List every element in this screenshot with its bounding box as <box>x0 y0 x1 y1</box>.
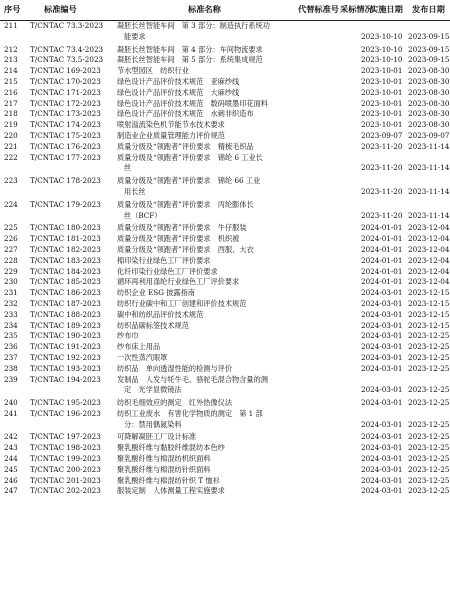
standard-name <box>117 131 325 142</box>
implement-date: 2024-03-01 <box>361 454 403 464</box>
row-number: 234 <box>4 320 18 330</box>
row-number: 229 <box>4 266 18 276</box>
publish-date: 2023-12-04 <box>408 234 450 244</box>
publish-date: 2023-12-15 <box>408 309 450 319</box>
standard-name <box>117 443 325 454</box>
standard-code: T/CNTAC 174-2023 <box>30 120 101 130</box>
implement-date: 2023-10-10 <box>361 44 403 54</box>
row-number: 241 <box>4 408 18 418</box>
standard-code: T/CNTAC 177-2023 <box>30 152 101 162</box>
publish-date: 2023-12-25 <box>408 398 450 408</box>
publish-date: 2023-12-04 <box>408 223 450 233</box>
standard-code: T/CNTAC 186-2023 <box>30 288 101 298</box>
publish-date: 2023-09-15 <box>408 44 450 54</box>
standard-code: T/CNTAC 73.4-2023 <box>30 44 104 54</box>
publish-date: 2023-12-25 <box>408 342 450 352</box>
row-number: 235 <box>4 331 18 341</box>
row-number: 215 <box>4 76 18 86</box>
row-number: 230 <box>4 277 18 287</box>
standard-name-line: 纱布床上用品 <box>117 342 161 352</box>
row-number: 246 <box>4 475 18 485</box>
row-number: 211 <box>4 21 18 30</box>
table-row <box>0 200 450 224</box>
row-number: 236 <box>4 342 18 352</box>
standard-code: T/CNTAC 170-2023 <box>30 76 101 86</box>
row-number: 217 <box>4 98 18 108</box>
table-row <box>0 88 450 99</box>
row-number: 212 <box>4 44 18 54</box>
standard-code: T/CNTAC 172-2023 <box>30 98 101 108</box>
standard-name-line: 服装定制 人体测量工程实施要求 <box>117 486 225 496</box>
table-row <box>0 131 450 142</box>
standard-name-line: 制造业企业质量管理能力评价规范 <box>117 130 225 140</box>
standard-name-line: 可降解凝胚工厂设计标准 <box>117 432 197 442</box>
standard-name <box>117 342 325 353</box>
implement-date: 2023-10-10 <box>361 55 403 65</box>
publish-date: 2023-12-04 <box>408 266 450 276</box>
standard-code: T/CNTAC 190-2023 <box>30 331 101 341</box>
standard-code: T/CNTAC 197-2023 <box>30 432 101 442</box>
standard-name-line: 纺织品 单向透湿性能的检测与评价 <box>117 363 233 373</box>
publish-date: 2023-09-15 <box>408 55 450 65</box>
standard-code: T/CNTAC 195-2023 <box>30 398 101 408</box>
table-row <box>0 299 450 310</box>
table-row <box>0 443 450 454</box>
implement-date: 2023-09-07 <box>361 130 403 140</box>
table-row <box>0 234 450 245</box>
table-row <box>0 288 450 299</box>
implement-date: 2024-03-01 <box>361 331 403 341</box>
table-row <box>0 77 450 88</box>
standard-code: T/CNTAC 169-2023 <box>30 66 101 76</box>
header-adopt: 采标情况 <box>340 4 373 14</box>
standard-name <box>117 364 325 375</box>
implement-date: 2024-01-01 <box>361 223 403 233</box>
implement-date: 2024-03-01 <box>361 464 403 474</box>
publish-date: 2023-08-30 <box>408 109 450 119</box>
publish-date: 2023-12-25 <box>408 454 450 464</box>
row-number: 233 <box>4 309 18 319</box>
standard-name <box>117 476 325 487</box>
table-row <box>0 321 450 332</box>
table-row <box>0 331 450 342</box>
table-row <box>0 99 450 110</box>
standard-code: T/CNTAC 185-2023 <box>30 277 101 287</box>
standard-name-line: 质量分级及“领跑者”评价要求 牛仔服装 <box>117 223 247 233</box>
standard-name <box>117 21 325 43</box>
row-number: 227 <box>4 244 18 254</box>
standard-name <box>117 288 325 299</box>
table-row <box>0 398 450 409</box>
header-implement: 实施日期 <box>370 4 403 14</box>
implement-date: 2024-03-01 <box>361 288 403 298</box>
standard-name <box>117 321 325 332</box>
implement-date: 2024-03-01 <box>361 398 403 408</box>
publish-date: 2023-12-04 <box>408 277 450 287</box>
standard-code: T/CNTAC 182-2023 <box>30 244 101 254</box>
row-number: 222 <box>4 152 18 162</box>
implement-date: 2024-03-01 <box>361 486 403 496</box>
standard-code: T/CNTAC 194-2023 <box>30 374 101 384</box>
row-number: 238 <box>4 363 18 373</box>
standard-code: T/CNTAC 193-2023 <box>30 363 101 373</box>
standard-name <box>117 486 325 497</box>
implement-date: 2024-01-01 <box>361 255 403 265</box>
standard-name <box>117 88 325 99</box>
standard-name-line: 绿色设计产品评价技术规范 数码喷墨印花面料 <box>117 98 268 108</box>
row-number: 243 <box>4 443 18 453</box>
table-row <box>0 375 450 399</box>
standard-name-line: 聚乳酸纤维与棉混纺针织面料 <box>117 464 211 474</box>
row-number: 239 <box>4 374 18 384</box>
standard-code: T/CNTAC 175-2023 <box>30 130 101 140</box>
publish-date: 2023-12-25 <box>408 385 450 395</box>
standard-name-line: 一次性蒸汽眼罩 <box>117 352 168 362</box>
table-row <box>0 465 450 476</box>
standard-code: T/CNTAC 196-2023 <box>30 408 101 418</box>
standard-code: T/CNTAC 198-2023 <box>30 443 101 453</box>
implement-date: 2023-10-10 <box>361 31 403 41</box>
publish-date: 2023-08-30 <box>408 66 450 76</box>
implement-date: 2024-03-01 <box>361 475 403 485</box>
standard-name-line: 丝 <box>124 163 132 173</box>
standard-code: T/CNTAC 189-2023 <box>30 320 101 330</box>
implement-date: 2024-01-01 <box>361 234 403 244</box>
row-number: 240 <box>4 398 18 408</box>
table-row <box>0 45 450 56</box>
table-row <box>0 409 450 433</box>
standard-code: T/CNTAC 201-2023 <box>30 475 101 485</box>
row-number: 232 <box>4 298 18 308</box>
row-number: 218 <box>4 109 18 119</box>
table-row <box>0 120 450 131</box>
implement-date: 2023-11-20 <box>361 210 403 220</box>
standard-name-line: 纱布巾 <box>117 331 139 341</box>
standard-name-line: 质量分级及“领跑者”评价要求 精梳毛织品 <box>117 141 254 151</box>
row-number: 219 <box>4 120 18 130</box>
standard-name <box>117 223 325 234</box>
standard-code: T/CNTAC 183-2023 <box>30 255 101 265</box>
publish-date: 2023-08-30 <box>408 87 450 97</box>
publish-date: 2023-12-25 <box>408 464 450 474</box>
header-publish: 发布日期 <box>412 4 445 14</box>
standard-name <box>117 176 325 198</box>
standard-code: T/CNTAC 184-2023 <box>30 266 101 276</box>
standard-name <box>117 99 325 110</box>
standard-code: T/CNTAC 180-2023 <box>30 223 101 233</box>
standard-name-line: 纺织行业碳中和工厂创建和评价技术规范 <box>117 298 247 308</box>
implement-date: 2023-11-20 <box>361 186 403 196</box>
standard-code: T/CNTAC 192-2023 <box>30 352 101 362</box>
standard-name <box>117 120 325 131</box>
standard-code: T/CNTAC 187-2023 <box>30 298 101 308</box>
publish-date: 2023-11-14 <box>408 210 450 220</box>
row-number: 242 <box>4 432 18 442</box>
row-number: 224 <box>4 199 18 209</box>
standard-name <box>117 277 325 288</box>
row-number: 245 <box>4 464 18 474</box>
standard-code: T/CNTAC 199-2023 <box>30 454 101 464</box>
publish-date: 2023-12-25 <box>408 331 450 341</box>
row-number: 221 <box>4 141 18 151</box>
row-number: 220 <box>4 130 18 140</box>
standard-name-line: 化纤印染行业绿色工厂评价要求 <box>117 266 218 276</box>
implement-date: 2023-10-01 <box>361 66 403 76</box>
table-row <box>0 486 450 497</box>
row-number: 223 <box>4 176 18 186</box>
standard-name-line: 能要求 <box>124 31 146 41</box>
standard-name-line: 喷射溢流染色机节能节水技术要求 <box>117 120 225 130</box>
publish-date: 2023-08-30 <box>408 98 450 108</box>
standard-name <box>117 245 325 256</box>
standard-name <box>117 375 325 397</box>
standard-name <box>117 55 325 66</box>
publish-date: 2023-12-25 <box>408 363 450 373</box>
standard-name-line: 聚乳酸纤维与棉混纺针织 T 恤衫 <box>117 475 220 485</box>
row-number: 226 <box>4 234 18 244</box>
standard-name-line: 聚乳酸纤维与棉混纺机织面料 <box>117 454 211 464</box>
table-row <box>0 245 450 256</box>
publish-date: 2023-12-25 <box>408 432 450 442</box>
standard-name <box>117 310 325 321</box>
table-row <box>0 55 450 66</box>
table-row <box>0 142 450 153</box>
table-row <box>0 109 450 120</box>
row-number: 216 <box>4 87 18 97</box>
publish-date: 2023-09-07 <box>408 130 450 140</box>
implement-date: 2023-10-01 <box>361 120 403 130</box>
standard-name <box>117 142 325 153</box>
implement-date: 2023-11-20 <box>361 163 403 173</box>
standard-name <box>117 66 325 77</box>
publish-date: 2023-12-04 <box>408 244 450 254</box>
table-row <box>0 21 450 45</box>
table-row <box>0 454 450 465</box>
standard-code: T/CNTAC 202-2023 <box>30 486 101 496</box>
table-row <box>0 153 450 177</box>
standard-code: T/CNTAC 178-2023 <box>30 176 101 186</box>
table-row <box>0 223 450 234</box>
implement-date: 2023-10-01 <box>361 98 403 108</box>
implement-date: 2024-03-01 <box>361 432 403 442</box>
standard-name-line: 凝胚长丝智能车间 第 3 部分：制造执行系统功 <box>117 21 270 30</box>
standard-code: T/CNTAC 171-2023 <box>30 87 101 97</box>
standard-name-line: 质量分级及“领跑者”评价要求 机织被 <box>117 234 240 244</box>
standard-name-line: 质量分级及“领跑者”评价要求 锦纶 66 工业 <box>117 176 261 186</box>
standard-name-line: 循环再利用涤纶行业绿色工厂评价要求 <box>117 277 240 287</box>
table-row <box>0 267 450 278</box>
publish-date: 2023-08-30 <box>408 120 450 130</box>
implement-date: 2024-03-01 <box>361 443 403 453</box>
table-row <box>0 66 450 77</box>
standard-name <box>117 299 325 310</box>
standard-name <box>117 153 325 175</box>
implement-date: 2024-03-01 <box>361 363 403 373</box>
standard-name-line: 棉印染行业绿色工厂评价要求 <box>117 255 211 265</box>
row-number: 214 <box>4 66 18 76</box>
publish-date: 2023-11-14 <box>408 163 450 173</box>
publish-date: 2023-08-30 <box>408 76 450 86</box>
standard-name-line: 纺织毛细效应的测定 红外热像仪法 <box>117 398 233 408</box>
publish-date: 2023-12-15 <box>408 298 450 308</box>
standard-name <box>117 432 325 443</box>
standard-code: T/CNTAC 73.5-2023 <box>30 55 104 65</box>
table-header <box>0 0 450 21</box>
implement-date: 2024-03-01 <box>361 342 403 352</box>
standard-name-line: 纺织企业 ESG 披露指南 <box>117 288 195 298</box>
standard-name <box>117 331 325 342</box>
row-number: 247 <box>4 486 18 496</box>
table-row <box>0 256 450 267</box>
row-number: 231 <box>4 288 18 298</box>
standard-name-line: 绿色设计产品评价技术规范 大麻纱线 <box>117 87 240 97</box>
publish-date: 2023-12-25 <box>408 419 450 429</box>
standard-name-line: 纺织品碳标签技术规范 <box>117 320 189 330</box>
publish-date: 2023-12-25 <box>408 352 450 362</box>
publish-date: 2023-12-15 <box>408 320 450 330</box>
standard-code: T/CNTAC 73.3-2023 <box>30 21 104 30</box>
implement-date: 2023-10-01 <box>361 87 403 97</box>
standard-name-line: 凝胚长丝智能车间 第 4 部分：车间物流要求 <box>117 44 263 54</box>
implement-date: 2024-03-01 <box>361 309 403 319</box>
implement-date: 2024-03-01 <box>361 419 403 429</box>
row-number: 225 <box>4 223 18 233</box>
standard-name-line: 发制品 人发与牦牛毛、骆驼毛混合物含量的测 <box>117 374 268 384</box>
publish-date: 2023-11-14 <box>408 186 450 196</box>
row-number: 228 <box>4 255 18 265</box>
header-num: 序号 <box>4 4 21 14</box>
standard-name-line: 绿色设计产品评价技术规范 水刺非织造布 <box>117 109 254 119</box>
standard-name-line: 节水型园区 纺织行业 <box>117 66 189 76</box>
standard-code: T/CNTAC 176-2023 <box>30 141 101 151</box>
table-row <box>0 353 450 364</box>
standard-name-line: 定 光学显微镜法 <box>124 385 182 395</box>
implement-date: 2024-03-01 <box>361 320 403 330</box>
standard-name-line: 绿色设计产品评价技术规范 亚麻纱线 <box>117 76 240 86</box>
implement-date: 2024-01-01 <box>361 244 403 254</box>
table-row <box>0 176 450 200</box>
header-code: 标准编号 <box>44 4 77 14</box>
standard-name-line: 丝（BCF） <box>124 210 162 220</box>
row-number: 244 <box>4 454 18 464</box>
implement-date: 2024-03-01 <box>361 385 403 395</box>
standard-name-line: 碳中和纺织品评价技术规范 <box>117 309 204 319</box>
standard-code: T/CNTAC 181-2023 <box>30 234 101 244</box>
implement-date: 2024-03-01 <box>361 352 403 362</box>
publish-date: 2023-12-25 <box>408 443 450 453</box>
standard-name <box>117 267 325 278</box>
table-row <box>0 277 450 288</box>
standard-name-line: 质量分级及“领跑者”评价要求 丙纶膨体长 <box>117 199 254 209</box>
standard-name <box>117 454 325 465</box>
standard-code: T/CNTAC 188-2023 <box>30 309 101 319</box>
row-number: 213 <box>4 55 18 65</box>
table-row <box>0 364 450 375</box>
standard-name <box>117 200 325 222</box>
implement-date: 2024-03-01 <box>361 298 403 308</box>
standard-name <box>117 465 325 476</box>
publish-date: 2023-12-25 <box>408 475 450 485</box>
standard-name <box>117 77 325 88</box>
publish-date: 2023-12-25 <box>408 486 450 496</box>
implement-date: 2024-01-01 <box>361 266 403 276</box>
table-row <box>0 342 450 353</box>
table-row <box>0 476 450 487</box>
implement-date: 2023-10-01 <box>361 109 403 119</box>
publish-date: 2023-12-15 <box>408 288 450 298</box>
standard-name <box>117 234 325 245</box>
header-replace: 代替标准号 <box>298 4 339 14</box>
standard-name <box>117 45 325 56</box>
standard-code: T/CNTAC 179-2023 <box>30 199 101 209</box>
standard-name-line: 凝胚长丝智能车间 第 5 部分：系统集成规范 <box>117 55 263 65</box>
publish-date: 2023-11-14 <box>408 141 450 151</box>
table-body <box>0 21 450 497</box>
standard-name <box>117 409 325 431</box>
standard-name <box>117 353 325 364</box>
table-row <box>0 432 450 443</box>
implement-date: 2024-01-01 <box>361 277 403 287</box>
header-name: 标准名称 <box>188 4 221 14</box>
table-row <box>0 310 450 321</box>
standard-code: T/CNTAC 191-2023 <box>30 342 101 352</box>
implement-date: 2023-10-01 <box>361 76 403 86</box>
standard-name-line: 聚乳酸纤维与黏胶纤维混纺本色纱 <box>117 443 225 453</box>
standard-name-line: 纺织工业废水 有害化学物质的测定 第 1 部 <box>117 408 263 418</box>
standard-name-line: 分：禁用偶氮染料 <box>124 419 182 429</box>
implement-date: 2023-11-20 <box>361 141 403 151</box>
standard-code: T/CNTAC 173-2023 <box>30 109 101 119</box>
standard-name <box>117 256 325 267</box>
publish-date: 2023-09-15 <box>408 31 450 41</box>
standard-name <box>117 398 325 409</box>
standard-name-line: 用长丝 <box>124 186 146 196</box>
standard-name-line: 质量分级及“领跑者”评价要求 西服、大衣 <box>117 244 254 254</box>
publish-date: 2023-12-04 <box>408 255 450 265</box>
standard-name <box>117 109 325 120</box>
row-number: 237 <box>4 352 18 362</box>
standard-name-line: 质量分级及“领跑者”评价要求 锦纶 6 工业长 <box>117 152 263 162</box>
standard-code: T/CNTAC 200-2023 <box>30 464 101 474</box>
